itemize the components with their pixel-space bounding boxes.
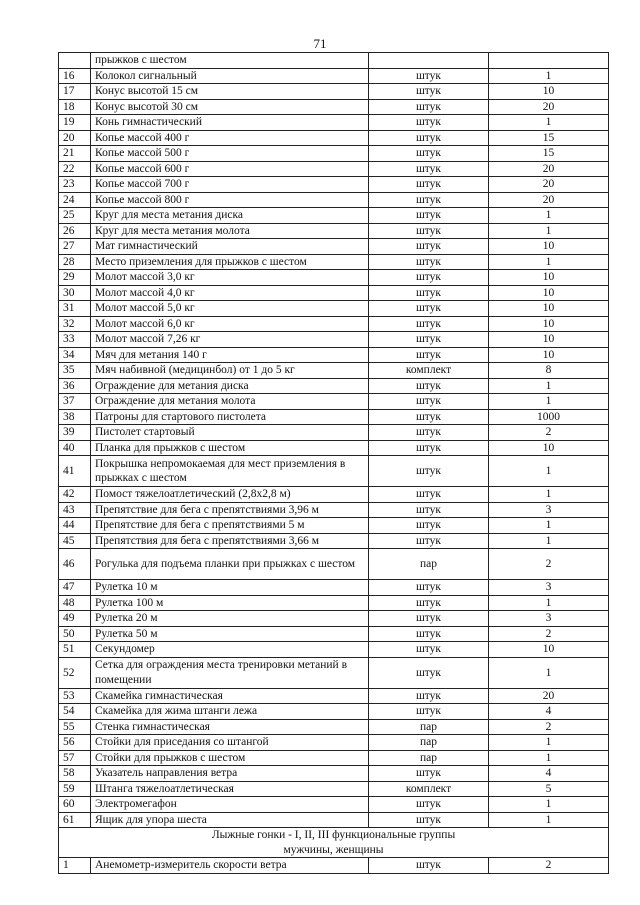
quantity-cell: 8 [489,363,609,379]
unit-cell: штук [369,626,489,642]
unit-cell: штук [369,487,489,503]
quantity-cell [489,53,609,69]
row-number-cell: 28 [59,254,91,270]
quantity-cell: 2 [489,425,609,441]
table-row [59,642,609,658]
table-row [59,688,609,704]
item-name-cell: Помост тяжелоатлетический (2,8х2,8 м) [91,487,369,503]
unit-cell: штук [369,688,489,704]
quantity-cell: 1 [489,115,609,131]
unit-cell: штук [369,394,489,410]
table-row [59,270,609,286]
item-name-cell: Планка для прыжков с шестом [91,440,369,456]
quantity-cell: 1 [489,208,609,224]
table-row [59,456,609,487]
unit-cell [369,53,489,69]
table-row [59,332,609,348]
row-number-cell: 20 [59,130,91,146]
item-name-cell: Мяч для метания 140 г [91,347,369,363]
item-name-cell: Ограждение для метания диска [91,378,369,394]
table-row [59,146,609,162]
quantity-cell: 20 [489,161,609,177]
unit-cell: штук [369,146,489,162]
item-name-cell: Конус высотой 15 см [91,84,369,100]
table-row [59,518,609,534]
table-row [59,797,609,813]
item-name-cell: Анемометр-измеритель скорости ветра [91,858,369,874]
table-row [59,316,609,332]
item-name-cell: Копье массой 600 г [91,161,369,177]
item-name-cell: Пистолет стартовый [91,425,369,441]
unit-cell: штук [369,595,489,611]
item-name-cell: Молот массой 4,0 кг [91,285,369,301]
table-row [59,130,609,146]
quantity-cell: 10 [489,642,609,658]
item-name-cell: Копье массой 400 г [91,130,369,146]
row-number-cell: 44 [59,518,91,534]
unit-cell: штук [369,580,489,596]
unit-cell: штук [369,766,489,782]
row-number-cell [59,53,91,69]
row-number-cell: 17 [59,84,91,100]
table-row [59,704,609,720]
row-number-cell: 43 [59,502,91,518]
item-name-cell: Препятствие для бега с препятствиями 5 м [91,518,369,534]
quantity-cell: 1 [489,68,609,84]
row-number-cell: 47 [59,580,91,596]
row-number-cell: 48 [59,595,91,611]
unit-cell: штук [369,642,489,658]
quantity-cell: 4 [489,704,609,720]
unit-cell: штук [369,192,489,208]
quantity-cell: 20 [489,688,609,704]
row-number-cell: 21 [59,146,91,162]
row-number-cell: 40 [59,440,91,456]
unit-cell: пар [369,549,489,580]
unit-cell: пар [369,750,489,766]
row-number-cell: 61 [59,812,91,828]
quantity-cell: 1 [489,750,609,766]
item-name-cell: Препятствие для бега с препятствиями 3,96 м [91,502,369,518]
item-name-cell: Круг для места метания диска [91,208,369,224]
unit-cell: штук [369,409,489,425]
unit-cell: штук [369,611,489,627]
quantity-cell: 1 [489,254,609,270]
item-name-cell: прыжков с шестом [91,53,369,69]
item-name-cell: Мат гимнастический [91,239,369,255]
item-name-cell: Место приземления для прыжков с шестом [91,254,369,270]
row-number-cell: 57 [59,750,91,766]
unit-cell: штук [369,704,489,720]
row-number-cell: 16 [59,68,91,84]
unit-cell: штук [369,68,489,84]
section-header-cell [59,828,609,858]
row-number-cell: 56 [59,735,91,751]
unit-cell: штук [369,812,489,828]
quantity-cell: 10 [489,270,609,286]
quantity-cell: 1 [489,456,609,487]
row-number-cell: 52 [59,657,91,688]
unit-cell: штук [369,223,489,239]
table-row [59,766,609,782]
row-number-cell: 60 [59,797,91,813]
unit-cell: штук [369,518,489,534]
row-number-cell: 29 [59,270,91,286]
quantity-cell: 1 [489,378,609,394]
row-number-cell: 55 [59,719,91,735]
row-number-cell: 45 [59,533,91,549]
quantity-cell: 1 [489,223,609,239]
row-number-cell: 24 [59,192,91,208]
item-name-cell: Рогулька для подъема планки при прыжках с шестом [91,549,369,580]
row-number-cell: 34 [59,347,91,363]
item-name-cell: Копье массой 500 г [91,146,369,162]
quantity-cell: 10 [489,301,609,317]
table-row [59,161,609,177]
quantity-cell: 10 [489,239,609,255]
item-name-cell: Штанга тяжелоатлетическая [91,781,369,797]
table-row [59,409,609,425]
unit-cell: штук [369,858,489,874]
quantity-cell: 15 [489,130,609,146]
unit-cell: комплект [369,781,489,797]
row-number-cell: 18 [59,99,91,115]
table-row [59,626,609,642]
unit-cell: штук [369,456,489,487]
quantity-cell: 3 [489,611,609,627]
table-row [59,115,609,131]
unit-cell: пар [369,735,489,751]
row-number-cell: 30 [59,285,91,301]
row-number-cell: 27 [59,239,91,255]
row-number-cell: 36 [59,378,91,394]
equipment-table [58,52,609,874]
row-number-cell: 35 [59,363,91,379]
row-number-cell: 59 [59,781,91,797]
unit-cell: штук [369,161,489,177]
table-row [59,750,609,766]
row-number-cell: 50 [59,626,91,642]
table-row [59,363,609,379]
item-name-cell: Скамейка гимнастическая [91,688,369,704]
table-row [59,347,609,363]
quantity-cell: 10 [489,285,609,301]
table-row [59,301,609,317]
row-number-cell: 39 [59,425,91,441]
quantity-cell: 10 [489,332,609,348]
unit-cell: штук [369,502,489,518]
table-row [59,812,609,828]
quantity-cell: 20 [489,192,609,208]
row-number-cell: 38 [59,409,91,425]
quantity-cell: 10 [489,84,609,100]
table-row [59,99,609,115]
row-number-cell: 23 [59,177,91,193]
row-number-cell: 42 [59,487,91,503]
quantity-cell: 10 [489,347,609,363]
quantity-cell: 10 [489,440,609,456]
quantity-cell: 1 [489,595,609,611]
item-name-cell: Мяч набивной (медицинбол) от 1 до 5 кг [91,363,369,379]
row-number-cell: 41 [59,456,91,487]
quantity-cell: 4 [489,766,609,782]
unit-cell: штук [369,301,489,317]
item-name-cell: Рулетка 100 м [91,595,369,611]
item-name-cell: Стойки для приседания со штангой [91,735,369,751]
row-number-cell: 19 [59,115,91,131]
quantity-cell: 20 [489,177,609,193]
unit-cell: штук [369,84,489,100]
row-number-cell: 53 [59,688,91,704]
item-name-cell: Копье массой 800 г [91,192,369,208]
row-number-cell: 1 [59,858,91,874]
quantity-cell: 1 [489,657,609,688]
quantity-cell: 3 [489,502,609,518]
unit-cell: штук [369,378,489,394]
item-name-cell: Указатель направления ветра [91,766,369,782]
table-row [59,719,609,735]
table-row [59,208,609,224]
unit-cell: штук [369,254,489,270]
table-row [59,394,609,410]
item-name-cell: Покрышка непромокаемая для мест приземления в прыжках с шестом [91,456,369,487]
page-number: 71 [313,36,327,51]
quantity-cell: 1 [489,518,609,534]
item-name-cell: Стойки для прыжков с шестом [91,750,369,766]
item-name-cell: Молот массой 5,0 кг [91,301,369,317]
table-row [59,781,609,797]
table-row [59,657,609,688]
row-number-cell: 22 [59,161,91,177]
item-name-cell: Рулетка 50 м [91,626,369,642]
table-row [59,549,609,580]
table-row [59,177,609,193]
item-name-cell: Секундомер [91,642,369,658]
table-row [59,285,609,301]
table-row [59,533,609,549]
table-row [59,580,609,596]
table-row-continuation [59,53,609,69]
equipment-table-body [59,53,609,874]
unit-cell: штук [369,533,489,549]
item-name-cell: Ограждение для метания молота [91,394,369,410]
row-number-cell: 25 [59,208,91,224]
section-title-line2: мужчины, женщины [283,843,384,856]
quantity-cell: 1 [489,394,609,410]
quantity-cell: 1 [489,533,609,549]
item-name-cell: Стенка гимнастическая [91,719,369,735]
row-number-cell: 31 [59,301,91,317]
row-number-cell: 33 [59,332,91,348]
item-name-cell: Сетка для ограждения места тренировки метаний в помещении [91,657,369,688]
item-name-cell: Патроны для стартового пистолета [91,409,369,425]
unit-cell: штук [369,332,489,348]
table-row [59,595,609,611]
section-header-row [59,828,609,858]
quantity-cell: 10 [489,316,609,332]
quantity-cell: 2 [489,626,609,642]
section-title-line1: Лыжные гонки - I, II, III функциональные группы [211,829,456,841]
table-row [59,425,609,441]
table-row [59,68,609,84]
table-row [59,378,609,394]
unit-cell: штук [369,797,489,813]
unit-cell: штук [369,208,489,224]
item-name-cell: Рулетка 10 м [91,580,369,596]
table-row [59,84,609,100]
row-number-cell: 46 [59,549,91,580]
quantity-cell: 5 [489,781,609,797]
unit-cell: штук [369,115,489,131]
table-row [59,223,609,239]
row-number-cell: 32 [59,316,91,332]
quantity-cell: 20 [489,99,609,115]
quantity-cell: 2 [489,858,609,874]
quantity-cell: 3 [489,580,609,596]
row-number-cell: 58 [59,766,91,782]
unit-cell: штук [369,239,489,255]
table-row [59,502,609,518]
item-name-cell: Скамейка для жима штанги лежа [91,704,369,720]
unit-cell: штук [369,425,489,441]
item-name-cell: Рулетка 20 м [91,611,369,627]
table-row [59,440,609,456]
item-name-cell: Круг для места метания молота [91,223,369,239]
unit-cell: штук [369,657,489,688]
table-row [59,254,609,270]
table-row [59,858,609,874]
unit-cell: штук [369,177,489,193]
unit-cell: штук [369,440,489,456]
unit-cell: штук [369,99,489,115]
item-name-cell: Конь гимнастический [91,115,369,131]
quantity-cell: 1 [489,487,609,503]
quantity-cell: 1 [489,797,609,813]
quantity-cell: 2 [489,549,609,580]
item-name-cell: Молот массой 7,26 кг [91,332,369,348]
table-row [59,735,609,751]
row-number-cell: 54 [59,704,91,720]
table-row [59,192,609,208]
table-row [59,239,609,255]
row-number-cell: 49 [59,611,91,627]
unit-cell: комплект [369,363,489,379]
item-name-cell: Молот массой 3,0 кг [91,270,369,286]
item-name-cell: Препятствия для бега с препятствиями 3,66 м [91,533,369,549]
item-name-cell: Колокол сигнальный [91,68,369,84]
quantity-cell: 2 [489,719,609,735]
quantity-cell: 1 [489,812,609,828]
unit-cell: пар [369,719,489,735]
item-name-cell: Ящик для упора шеста [91,812,369,828]
row-number-cell: 51 [59,642,91,658]
row-number-cell: 37 [59,394,91,410]
unit-cell: штук [369,270,489,286]
quantity-cell: 1000 [489,409,609,425]
item-name-cell: Копье массой 700 г [91,177,369,193]
table-row [59,611,609,627]
unit-cell: штук [369,316,489,332]
row-number-cell: 26 [59,223,91,239]
unit-cell: штук [369,347,489,363]
item-name-cell: Конус высотой 30 см [91,99,369,115]
table-row [59,487,609,503]
quantity-cell: 15 [489,146,609,162]
unit-cell: штук [369,285,489,301]
unit-cell: штук [369,130,489,146]
item-name-cell: Молот массой 6,0 кг [91,316,369,332]
quantity-cell: 1 [489,735,609,751]
item-name-cell: Электромегафон [91,797,369,813]
